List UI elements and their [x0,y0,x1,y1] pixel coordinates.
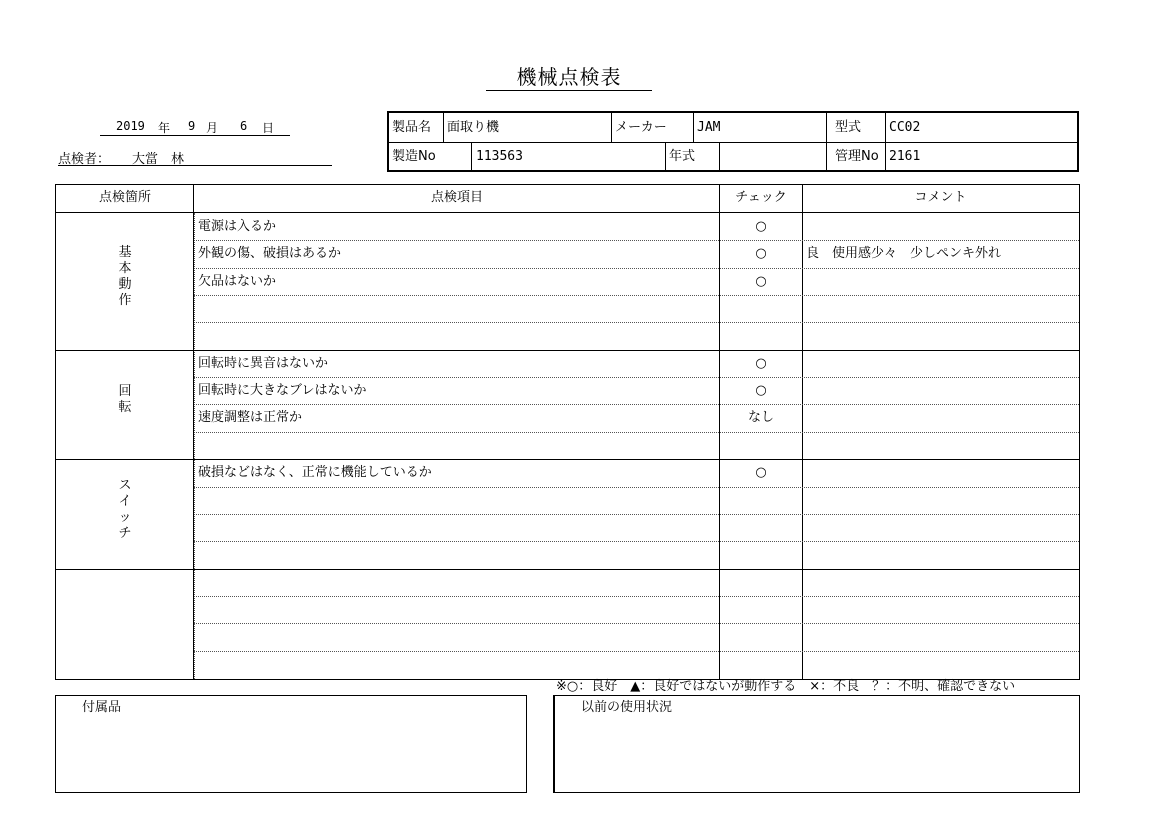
table-row-check: ○ [755,219,767,234]
header-location: 点検箇所 [98,190,151,205]
table-row-item: 回転時に大きなブレはないか [198,383,367,399]
page-title: 機械点検表 [486,64,652,91]
header-item: 点検項目 [430,190,483,205]
table-row-check: ○ [755,246,767,262]
table-row-check: なし [747,410,774,426]
product-name-value: 面取り機 [447,120,500,135]
category-label: 回 転 [118,384,132,416]
table-row-item: 外観の傷、破損はあるか [198,246,342,262]
table-row-item: 速度調整は正常か [198,410,303,426]
accessories-label: 付属品 [82,700,122,715]
table-row-check: ○ [755,383,767,399]
table-row-item: 欠品はないか [198,273,277,289]
header-check: チェック [735,190,787,205]
year-model-label: 年式 [669,149,696,164]
table-row-check: ○ [755,465,767,481]
product-info-box [387,111,1079,172]
date-day-unit: 日 [262,121,275,135]
table-row-check: ○ [755,273,767,289]
inspection-table [55,184,1080,680]
management-no-label: 管理No [835,149,879,164]
date-day: 6 [240,119,248,133]
date-year: 2019 [116,119,145,133]
table-row-item: 電源は入るか [198,219,277,234]
maker-value: JAM [697,120,721,135]
date-month: 9 [188,119,196,133]
serial-label: 製造No [392,149,436,164]
accessories-box [55,695,527,793]
category-label: 基 本 動 作 [118,245,132,309]
management-no-value: 2161 [889,149,921,164]
header-comment: コメント [914,190,967,205]
date-month-unit: 月 [206,121,219,135]
inspector-name: 大當 林 [132,152,185,167]
table-row-check: ○ [755,355,767,371]
date-year-unit: 年 [158,121,171,135]
table-row-item: 破損などはなく、正常に機能しているか [198,465,432,481]
prior-usage-box [553,695,1080,793]
inspector-line [58,148,332,166]
table-row-comment: 良 使用感少々 少しペンキ外れ [806,246,1002,262]
category-label: ス イ ッ チ [118,477,132,541]
model-value: CC02 [889,120,921,135]
prior-usage-label: 以前の使用状況 [581,700,673,715]
product-name-label: 製品名 [392,120,432,135]
check-legend: ※○：良好 ▲：良好ではないが動作する ×：不良 ？：不明、確認できない [556,679,1016,694]
serial-value: 113563 [476,149,523,164]
inspector-label: 点検者： [58,152,111,167]
model-label: 型式 [835,120,862,135]
maker-label: メーカー [615,120,667,135]
inspection-date [100,118,290,136]
table-row-item: 回転時に異音はないか [198,355,329,371]
